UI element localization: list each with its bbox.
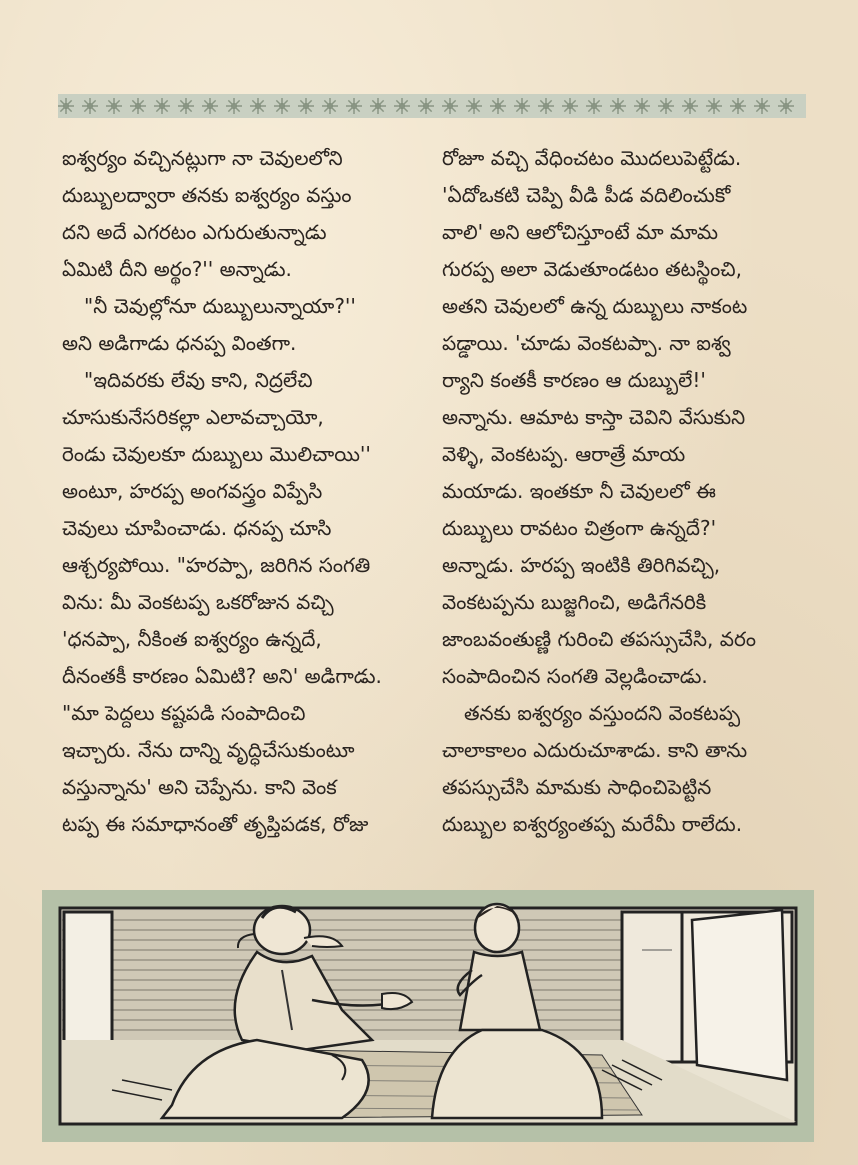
right-column-line: తనకు ఐశ్వర్యం వస్తుందని వెంకటప్ప xyxy=(464,701,741,725)
border-flower xyxy=(106,98,122,114)
left-column-line: టప్ప ఈ సమాధానంతో తృప్తిపడక, రోజు xyxy=(62,812,369,836)
right-column-line: ర్యాని కంతకీ కారణం ఆ దుబ్బులే!' xyxy=(442,368,706,392)
border-flower xyxy=(418,98,434,114)
border-flower xyxy=(178,98,194,114)
border-flower xyxy=(442,98,458,114)
story-illustration xyxy=(42,890,814,1142)
floral-border-pattern xyxy=(58,94,806,118)
left-column-line: "ఇదివరకు లేవు కాని, నిద్రలేచి xyxy=(84,368,313,392)
border-flower xyxy=(298,98,314,114)
border-flower xyxy=(394,98,410,114)
border-flower xyxy=(202,98,218,114)
border-flower xyxy=(682,98,698,114)
border-flower xyxy=(58,98,74,114)
border-flower xyxy=(370,98,386,114)
right-column-line: దుబ్బులు రావటం చిత్రంగా ఉన్నదే?' xyxy=(442,516,717,540)
border-flower xyxy=(778,98,794,114)
border-flower xyxy=(466,98,482,114)
border-flower xyxy=(154,98,170,114)
right-column-line: వెంకటప్పను బుజ్జగించి, అడిగేనరికి xyxy=(442,590,707,614)
left-column-line: దని అదే ఎగరటం ఎగురుతున్నాడు xyxy=(62,220,327,244)
right-column-line: అన్నాను. ఆమాట కాస్తా చెవిని వేసుకుని xyxy=(442,405,746,429)
right-column-line: చాలాకాలం ఎదురుచూశాడు. కాని తాను xyxy=(442,738,748,762)
left-column-line: ఐశ్వర్యం వచ్చినట్లుగా నా చెవులలోని xyxy=(62,146,343,170)
left-column-line: ఇచ్చారు. నేను దాన్ని వృద్ధిచేసుకుంటూ xyxy=(62,738,355,762)
border-flower xyxy=(250,98,266,114)
border-flower xyxy=(274,98,290,114)
border-flower xyxy=(346,98,362,114)
left-column-line: చూసుకునేసరికల్లా ఎలావచ్చాయో, xyxy=(62,405,324,429)
right-column xyxy=(442,140,814,843)
right-column-line: తపస్సుచేసి మామకు సాధించిపెట్టిన xyxy=(442,775,712,799)
right-column-line: జాంబవంతుణ్ణి గురించి తపస్సుచేసి, వరం xyxy=(442,627,756,651)
border-flower xyxy=(322,98,338,114)
left-column-line: వస్తున్నాను' అని చెప్పేను. కాని వెంక xyxy=(62,775,337,799)
left-column xyxy=(62,140,434,843)
right-column-line: వాలి' అని ఆలోచిస్తూంటే మా మామ xyxy=(442,220,719,244)
left-column-line: రెండు చెవులకూ దుబ్బులు మొలిచాయి'' xyxy=(62,442,371,466)
right-column-line: గురప్ప అలా వెడుతూండటం తటస్థించి, xyxy=(442,257,742,281)
left-column-line: "నీ చెవుల్లోనూ దుబ్బులున్నాయా?'' xyxy=(84,294,356,318)
left-column-line: 'ధనప్పా, నీకింత ఐశ్వర్యం ఉన్నదే, xyxy=(62,627,322,651)
border-flower xyxy=(538,98,554,114)
left-column-line: చెవులు చూపించాడు. ధనప్ప చూసి xyxy=(62,516,332,540)
right-column-line: వెళ్ళి, వెంకటప్ప. ఆరాత్రే మాయ xyxy=(442,442,686,466)
border-flower xyxy=(658,98,674,114)
two-men-seated-illustration xyxy=(42,890,814,1142)
border-flower xyxy=(706,98,722,114)
border-flower xyxy=(130,98,146,114)
right-column-line: అన్నాడు. హరప్ప ఇంటికి తిరిగివచ్చి, xyxy=(442,553,721,577)
border-flower xyxy=(226,98,242,114)
left-column-line: విను: మీ వెంకటప్ప ఒకరోజున వచ్చి xyxy=(62,590,334,614)
left-column-line: "మా పెద్దలు కష్టపడి సంపాదించి xyxy=(62,701,306,725)
border-flower xyxy=(730,98,746,114)
left-column-line: దీనంతకీ కారణం ఏమిటి? అని' అడిగాడు. xyxy=(62,664,382,688)
border-flower xyxy=(754,98,770,114)
border-flower xyxy=(562,98,578,114)
right-column-line: 'ఏదోఒకటి చెప్పి వీడి పీడ వదిలించుకో xyxy=(442,183,731,207)
border-flower xyxy=(634,98,650,114)
decorative-border xyxy=(58,94,806,118)
right-column-line: అతని చెవులలో ఉన్న దుబ్బులు నాకంట xyxy=(442,294,748,318)
right-column-line: సంపాదించిన సంగతి వెల్లడించాడు. xyxy=(442,664,708,688)
left-column-line: ఏమిటి దీని అర్థం?'' అన్నాడు. xyxy=(62,257,292,281)
border-flower xyxy=(586,98,602,114)
border-flower xyxy=(514,98,530,114)
left-column-line: అని అడిగాడు ధనప్ప వింతగా. xyxy=(62,331,297,355)
right-column-line: దుబ్బుల ఐశ్వర్యంతప్ప మరేమీ రాలేదు. xyxy=(442,812,743,836)
right-column-line: రోజూ వచ్చి వేధించటం మొదలుపెట్టేడు. xyxy=(442,146,742,170)
right-column-line: పడ్డాయి. 'చూడు వెంకటప్పా. నా ఐశ్వ xyxy=(442,331,731,355)
border-flower xyxy=(610,98,626,114)
right-column-line: మయాడు. ఇంతకూ నీ చెవులలో ఈ xyxy=(442,479,716,503)
left-column-line: ఆశ్చర్యపోయి. "హరప్పా, జరిగిన సంగతి xyxy=(62,553,371,577)
border-flower xyxy=(490,98,506,114)
left-column-line: అంటూ, హరప్ప అంగవస్త్రం విప్పేసి xyxy=(62,479,323,503)
left-column-line: దుబ్బులద్వారా తనకు ఐశ్వర్యం వస్తుం xyxy=(62,183,352,207)
border-flower xyxy=(82,98,98,114)
